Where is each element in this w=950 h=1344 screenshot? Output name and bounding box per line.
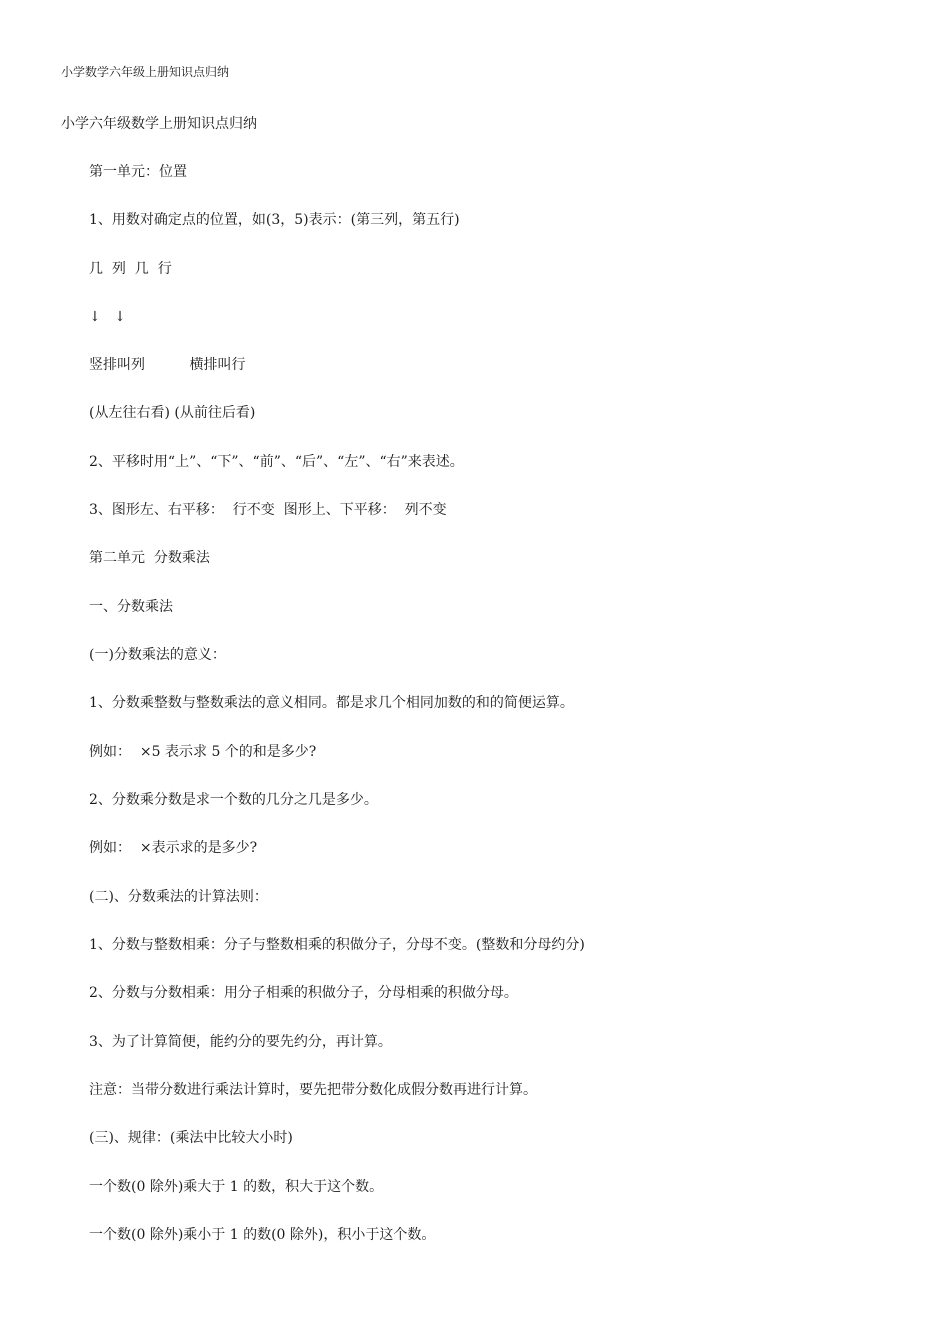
subsection-heading: (三)、规律：(乘法中比较大小时) <box>89 1130 293 1146</box>
example-line: 例如： ×5 表示求 5 个的和是多少? <box>89 744 317 760</box>
note-line: 注意：当带分数进行乘法计算时，要先把带分数化成假分数再进行计算。 <box>89 1082 537 1098</box>
unit-heading-fraction-multiplication: 第二单元 分数乘法 <box>89 550 210 566</box>
text-line: 2、分数乘分数是求一个数的几分之几是多少。 <box>89 792 378 808</box>
subsection-heading: (一)分数乘法的意义： <box>89 647 226 663</box>
page-header: 小学数学六年级上册知识点归纳 <box>61 65 230 79</box>
subsection-heading: (二)、分数乘法的计算法则： <box>89 889 268 905</box>
down-arrows: ↓ ↓ <box>89 309 126 325</box>
text-line: 1、分数乘整数与整数乘法的意义相同。都是求几个相同加数的和的简便运算。 <box>89 695 574 711</box>
text-line: 几 列 几 行 <box>89 261 172 277</box>
text-line: 2、分数与分数相乘：用分子相乘的积做分子，分母相乘的积做分母。 <box>89 985 518 1001</box>
text-line: 3、为了计算简便，能约分的要先约分，再计算。 <box>89 1034 392 1050</box>
text-line: (从左往右看) (从前往后看) <box>89 405 256 421</box>
text-line: 竖排叫列 横排叫行 <box>89 357 246 373</box>
section-heading: 一、分数乘法 <box>89 599 173 615</box>
text-line: 一个数(0 除外)乘小于 1 的数(0 除外)，积小于这个数。 <box>89 1227 436 1243</box>
unit-heading-position: 第一单元：位置 <box>89 164 187 180</box>
example-line: 例如： ×表示求的是多少? <box>89 840 258 856</box>
text-line: 2、平移时用“上”、“下”、“前”、“后”、“左”、“右”来表述。 <box>89 454 464 470</box>
document-title: 小学六年级数学上册知识点归纳 <box>61 116 257 132</box>
text-line: 一个数(0 除外)乘大于 1 的数，积大于这个数。 <box>89 1179 384 1195</box>
text-line: 3、图形左、右平移： 行不变 图形上、下平移： 列不变 <box>89 502 447 518</box>
text-line: 1、用数对确定点的位置，如(3，5)表示：(第三列，第五行) <box>89 212 460 228</box>
text-line: 1、分数与整数相乘：分子与整数相乘的积做分子，分母不变。(整数和分母约分) <box>89 937 585 953</box>
